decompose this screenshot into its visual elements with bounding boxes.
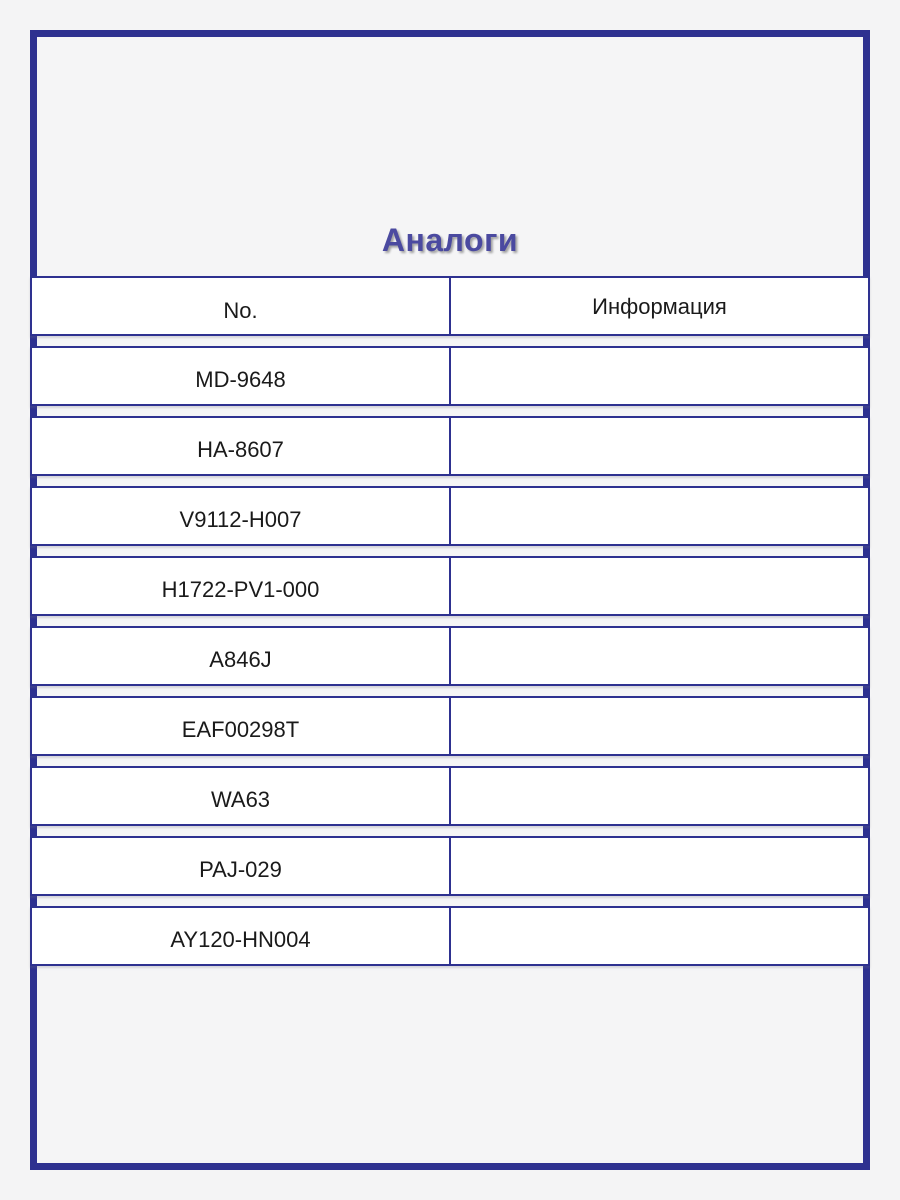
info-cell	[451, 418, 868, 474]
part-number-cell: H1722-PV1-000	[32, 558, 451, 614]
part-number-cell: MD-9648	[32, 348, 451, 404]
table-row	[30, 556, 870, 616]
part-number-cell: A846J	[32, 628, 451, 684]
table-row	[30, 626, 870, 686]
info-cell	[451, 488, 868, 544]
info-cell	[451, 558, 868, 614]
table-row	[30, 346, 870, 406]
part-number-cell: PAJ-029	[32, 838, 451, 894]
page-title: Аналоги	[381, 222, 519, 258]
part-number-cell: EAF00298T	[32, 698, 451, 754]
info-cell	[451, 698, 868, 754]
info-cell	[451, 908, 868, 964]
header-info-cell: Информация	[592, 294, 727, 319]
table-row	[30, 486, 870, 546]
table-row	[30, 416, 870, 476]
table-row	[30, 696, 870, 756]
part-number-cell: HA-8607	[32, 418, 451, 474]
table-row	[30, 836, 870, 896]
table-row	[30, 766, 870, 826]
info-cell	[451, 348, 868, 404]
part-number-cell: WA63	[32, 768, 451, 824]
info-cell	[451, 628, 868, 684]
table-header-row	[30, 276, 870, 336]
info-cell	[451, 838, 868, 894]
part-number-cell: AY120-HN004	[32, 908, 451, 964]
part-number-cell: V9112-H007	[32, 488, 451, 544]
header-number-cell: No.	[32, 278, 451, 334]
info-cell	[451, 768, 868, 824]
table-row	[30, 906, 870, 966]
